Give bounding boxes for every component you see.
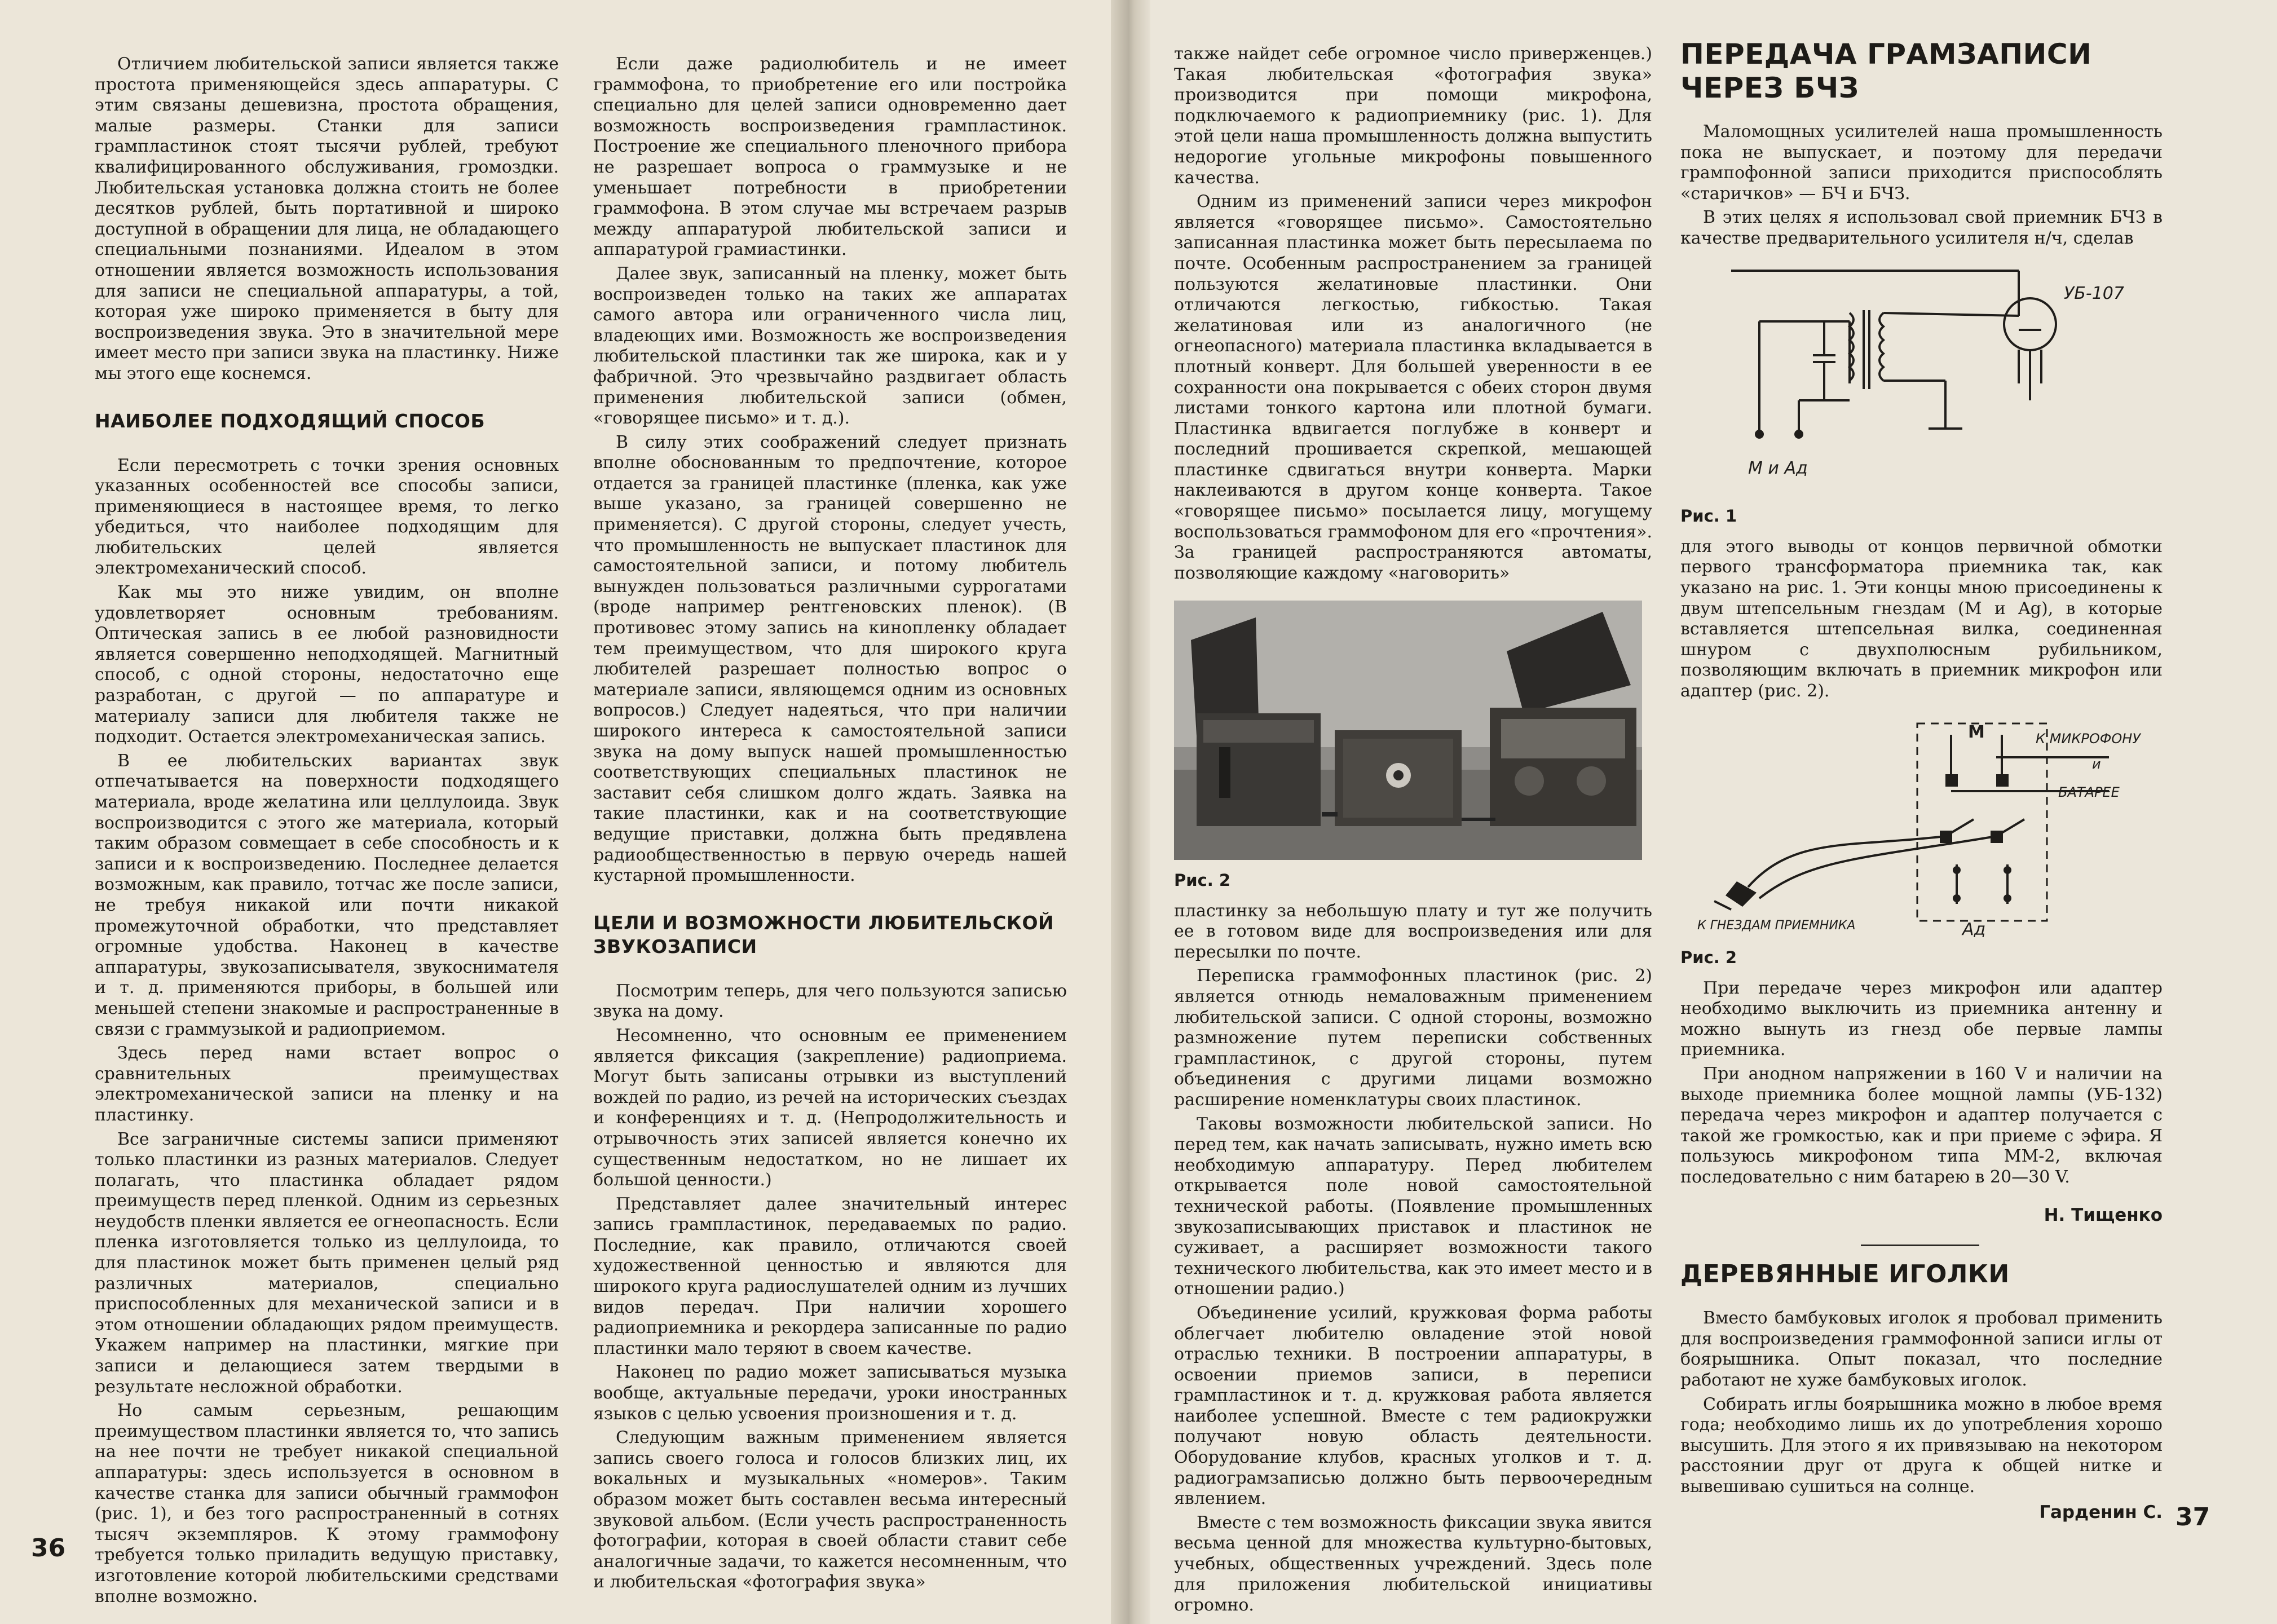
paragraph: пластинку за небольшую плату и тут же получить ее в готовом виде для воспроизведения или для пересылки по почте.: [1174, 901, 1652, 962]
paragraph: Вместе с тем возможность фиксации звука явится весьма ценной для множества культурно-бытовых, учебных, общественных учреждений. Здесь поле для приложения любительской инициативы огромно.: [1174, 1512, 1652, 1616]
ad-label: Ад: [1962, 919, 1986, 938]
figure-caption: Рис. 2: [1680, 948, 1737, 968]
column-1: [95, 54, 559, 1607]
paragraph: для этого выводы от концов первичной обмотки первого трансформатора приемника так, как указано на рис. 1. Эти концы мною присоединены к двум штепсельным гнездам (М и Ag), в которые вставляется штепсельная вилка, соединенная шнуром с двухполюсным рубильником, позволяющим включать в приемник микрофон или адаптер (рис. 2).: [1680, 536, 2163, 701]
paragraph: Таковы возможности любительской записи. Но перед тем, как начать записывать, нужно иметь всю необходимую аппаратуру. Перед любителем открывается поле новой самостоятельной технической работы. (Появление промышленных звукозаписывающих приставок и пластинок не суживает, а расширяет возможности такого технического любительства, как это имеет место и в отношении радио.): [1174, 1114, 1652, 1299]
column-4: [1680, 37, 2163, 1522]
paragraph: В этих целях я использовал свой приемник БЧЗ в качестве предварительного усилителя н/ч, сделав: [1680, 208, 2163, 248]
lamp-label: УБ-107: [2064, 283, 2124, 303]
to-microphone-label: К МИКРОФОНУ: [2036, 730, 2141, 747]
figure-2-photo: [1174, 601, 1652, 890]
paragraph: Здесь перед нами встает вопрос о сравнительных преимуществах электромеханической записи на пленку и на пластинку.: [95, 1043, 559, 1125]
paragraph: Собирать иглы боярышника можно в любое время года; необходимо лишь их до употребления хорошо высушить. Для этого я их привязываю на некотором расстоянии друг от друга к общей нитке и вывешиваю сушиться на солнце.: [1680, 1394, 2163, 1497]
page-number-left: 36: [31, 1534, 66, 1563]
paragraph: Далее звук, записанный на пленку, может быть воспроизведен только на таких же аппаратах самого автора или ограниченного числа лиц, владеющих ими. Возможность же воспроизведения любительской пластинки так же широка, как и у фабричной. Это чрезвычайно раздвигает область применения любительской записи (обмен, «говорящее письмо» и т. д.).: [593, 263, 1067, 429]
paragraph: При передаче через микрофон или адаптер необходимо выключить из приемника антенну и можно вынуть из гнезд обе первые лампы приемника.: [1680, 978, 2163, 1060]
paragraph: также найдет себе огромное число приверженцев.) Такая любительская «фотография звука» производится при помощи микрофона, подключаемого к радиоприемнику (рис. 1). Для этой цели наша промышленность должна выпустить недорогие угольные микрофоны повышенного качества.: [1174, 44, 1652, 188]
column-2: [593, 54, 1067, 1593]
m-label: М: [1968, 722, 1985, 742]
switch-wiring-diagram: [1680, 712, 2154, 938]
figure-1-schematic: [1680, 259, 2163, 527]
paragraph: Представляет далее значительный интерес запись грампластинок, передаваемых по радио. Последние, как правило, отличаются своей художественной ценностью и являются для широкого круга радиослушателей одним из лучших видов передач. При наличии хорошего радиоприемника и рекордера записанные по радио пластинки мало теряют в своем качестве.: [593, 1194, 1067, 1358]
paragraph: Все заграничные системы записи применяют только пластинки из разных материалов. Следует полагать, что пластинка обладает рядом преимуществ перед пленкой. Одним из серьезных неудобств пленки является ее огнеопасность. Если пленка изготовляется только из целлулоида, то для пластинок может быть применен целый ряд различных материалов, специально приспособленных для механической записи и в этом отношении обладающих рядом преимуществ. Укажем например на пластинки, мягкие при записи и делающиеся затем твердыми в результате несложной обработки.: [95, 1129, 559, 1397]
battery-label: БАТАРЕЕ: [2058, 784, 2120, 800]
figure-2-schematic: [1680, 712, 2163, 968]
paragraph: Если даже радиолюбитель и не имеет граммофона, то приобретение его или постройка специально для целей записи одновременно дает возможность воспроизведения грампластинок. Построение же специального пленочного прибора не разрешает вопроса о граммузыке и не уменьшает потребности в приобретении граммофона. В этом случае мы встречаем разрыв между аппаратурой любительской записи и аппаратурой грамиастинки.: [593, 54, 1067, 260]
paragraph: Но самым серьезным, решающим преимуществом пластинки является то, что запись на нее почти не требует никакой специальной аппаратуры: здесь используется в основном в качестве станка для записи обычный граммофон (рис. 1), и без того распространенный в сотнях тысяч экземпляров. К этому граммофону требуется только приладить ведущую приставку, изготовление которой любительскими средствами вполне возможно.: [95, 1401, 559, 1607]
figure-caption: Рис. 2: [1174, 871, 1231, 890]
paragraph: Следующим важным применением является запись своего голоса и голосов близких лиц, их вокальных и музыкальных «номеров». Таким образом может быть составлен весьма интересный звуковой альбом. (Если учесть распространенность фотографии, которая в своей области ставит себе аналогичные задачи, то кажется несомненным, что и любительская «фотография звука»: [593, 1428, 1067, 1592]
paragraph: Переписка граммофонных пластинок (рис. 2) является отнюдь немаловажным применением любительской записи. С одной стороны, возможно размножение путем переписки собственных грампластинок, с другой стороны, путем объединения с другими лицами возможно расширение номенклатуры своих пластинок.: [1174, 966, 1652, 1110]
paragraph: Наконец по радио может записываться музыка вообще, актуальные передачи, уроки иностранных языков с целью усвоения произношения и т. д.: [593, 1362, 1067, 1424]
article-title: ДЕРЕВЯННЫЕ ИГОЛКИ: [1680, 1260, 2010, 1289]
paragraph: Маломощных усилителей наша промышленность пока не выпускает, и поэтому для передачи грампофонной записи приходится приспособлять «старичков» — БЧ и БЧЗ.: [1680, 122, 2163, 204]
paragraph: Отличием любительской записи является также простота применяющейся здесь аппаратуры. С этим связаны дешевизна, простота обращения, малые размеры. Станки для записи грампластинок стоят тысячи рублей, требуют квалифицированного обслуживания, громоздки. Любительская установка должна стоить не более десятков рублей, быть портативной и широко доступной в обращении для лица, не обладающего специальными познаниями. Идеалом в этом отношении является возможность использования для записи не специальной аппаратуры, а той, которая уже широко применяется в быту для воспроизведения звука. Это в значительной мере имеет место при записи звука на пластинку. Ниже мы этого еще коснемся.: [95, 54, 559, 383]
transformer-circuit-diagram: [1680, 259, 2154, 496]
article-title: ПЕРЕДАЧА ГРАМЗАПИСИ ЧЕРЕЗ БЧЗ: [1680, 38, 2092, 104]
section-heading: НАИБОЛЕЕ ПОДХОДЯЩИЙ СПОСОБ: [95, 409, 486, 432]
paragraph: Вместо бамбуковых иголок я пробовал применить для воспроизведения граммофонной записи иглы от боярышника. Опыт показал, что последние работают не хуже бамбуковых иголок.: [1680, 1308, 2163, 1390]
page-gutter: [1111, 0, 1150, 1624]
paragraph: Как мы это ниже увидим, он вполне удовлетворяет основным требованиям. Оптическая запись в ее любой разновидности является совершенно неподходящей. Магнитный способ, с одной стороны, недостаточно еще разработан, с другой — по аппаратуре и материалу записи для любителя также не подходит. Остается электромеханическая запись.: [95, 582, 559, 747]
author-signature: Гарденин С.: [2039, 1502, 2163, 1522]
divider: [1861, 1245, 1979, 1246]
paragraph: Несомненно, что основным ее применением является фиксация (закрепление) радиоприема. Могут быть записаны отрывки из выступлений вождей по радио, из речей на исторических съездах и конференциях и т. д. (Непродолжительность и отрывочность этих записей является конечно их существенным недостатком, но не лишает их большой ценности.): [593, 1025, 1067, 1190]
section-heading: ЦЕЛИ И ВОЗМОЖНОСТИ ЛЮБИТЕЛЬСКОЙ ЗВУКОЗАПИСИ: [593, 911, 1054, 957]
paragraph: Одним из применений записи через микрофон является «говорящее письмо». Самостоятельно записанная пластинка может быть пересылаема по почте. Особенным распространением за границей пользуются желатиновые пластинки. Они отличаются легкостью, гибкостью. Такая желатиновая или из аналогичного (не огнеопасного) материала пластинка вкладывается в плотный конверт. Для большей уверенности в ее сохранности она покрывается с обеих сторон двумя листами тонкого картона или плотной бумаги. Пластинка вдвигается поглубже в конверт и последний прошивается скрепкой, мешающей пластинке сдвигаться внутри конверта. Марки наклеиваются в другом конце конверта. Такое «говорящее письмо» посылается лицу, могущему воспользоваться граммофоном для его «прочтения». За границей распространяются автоматы, позволяющие каждому «наговорить»: [1174, 192, 1652, 583]
gramophone-equipment-photo: [1174, 601, 1642, 860]
paragraph: Посмотрим теперь, для чего пользуются записью звука на дому.: [593, 981, 1067, 1022]
figure-caption: Рис. 1: [1680, 506, 1737, 526]
page-number-right: 37: [2175, 1503, 2210, 1532]
paragraph: При анодном напряжении в 160 V и наличии на выходе приемника более мощной лампы (УБ-132) передача через микрофон и адаптер получается с такой же громкостью, как и при приеме с эфира. Я пользуюсь микрофоном типа ММ-2, включая последовательно с ним батарею в 20—30 V.: [1680, 1064, 2163, 1188]
author-signature: Н. Тищенко: [2044, 1204, 2163, 1225]
paragraph: Если пересмотреть с точки зрения основных указанных особенностей все способы записи, применяющиеся в настоящее время, то легко убедиться, что наиболее подходящим для любительских целей является электромеханический способ.: [95, 455, 559, 579]
and-label: и: [2092, 756, 2101, 772]
jacks-label: М и Ад: [1748, 458, 1808, 478]
column-3: [1174, 44, 1652, 1616]
paragraph: Объединение усилий, кружковая форма работы облегчает любителю овладение этой новой отраслью техники. В построении аппаратуры, в освоении приемов записи, в переписи грампластинок и т. д. кружковая работа является наиболее успешной. Вместе с тем радиокружки получают новую область деятельности. Оборудование клубов, красных уголков и т. д. радиограмзаписью должно быть первоочередным явлением.: [1174, 1303, 1652, 1509]
paragraph: В ее любительских вариантах звук отпечатывается на поверхности подходящего материала, вроде желатина или целлулоида. Звук воспроизводится с этого же материала, который таким образом совмещает в себе способность и к записи и к воспроизведению. Последнее делается возможным, как правило, тотчас же после записи, не требуя никакой или почти никакой промежуточной обработки, что представляет огромные удобства. Наконец в качестве аппаратуры, звукозаписывателя, звукоснимателя и т. д. применяются приборы, в большей или меньшей степени знакомые и распространенные в связи с граммузыкой и радиоприемом.: [95, 751, 559, 1039]
paragraph: В силу этих соображений следует признать вполне обоснованным то предпочтение, которое отдается за границей пластинке (пленка, как уже выше указано, за границей совершенно не применяется). С другой стороны, следует учесть, что промышленность не выпускает пластинок для самостоятельной записи, и потому любитель вынужден пользоваться различными суррогатами (вроде например рентгеновских пленок). (В противовес этому запись на кинопленку обладает тем преимуществом, что для широкого круга любителей разрешает полностью вопрос о материале записи, являющемся одним из основных вопросов.) Следует надеяться, что при наличии широкого интереса к самостоятельной записи звука на дому выпуск нашей промышленностью соответствующих специальных пластинок не заставит себя слишком долго ждать. Заявка на такие пластинки, как и на соответствующие ведущие приставки, должна быть предявлена радиообщественностью в первую очередь нашей кустарной промышленности.: [593, 432, 1067, 886]
to-jacks-label: К ГНЕЗДАМ ПРИЕМНИКА: [1697, 918, 1856, 933]
